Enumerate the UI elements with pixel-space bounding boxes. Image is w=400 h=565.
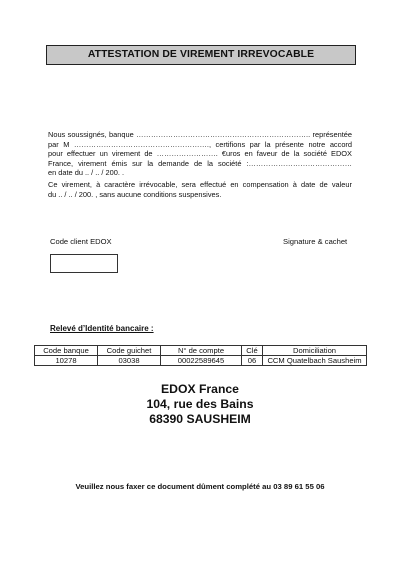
rib-header-domiciliation: Domiciliation — [263, 346, 367, 356]
paragraph-line: Ce virement, à caractère irrévocable, sera effectué en compensation à date de valeur — [48, 180, 352, 189]
rib-domiciliation: CCM Quatelbach Sausheim — [263, 356, 367, 366]
client-code-label: Code client EDOX — [50, 237, 112, 246]
irrevocable-paragraph — [48, 180, 352, 199]
paragraph-line: par M ………………………………………………., certifions par la présente notre accord — [48, 139, 352, 149]
rib-header-code-banque: Code banque — [35, 346, 98, 356]
rib-header-cle: Clé — [242, 346, 263, 356]
rib-code-banque: 10278 — [35, 356, 98, 366]
rib-header-row — [35, 346, 367, 356]
document-title: ATTESTATION DE VIREMENT IRREVOCABLE — [46, 45, 356, 65]
certification-paragraph — [48, 130, 352, 178]
paragraph-line: en date du .. / .. / 200. . — [48, 168, 125, 178]
rib-header-code-guichet: Code guichet — [98, 346, 161, 356]
company-street: 104, rue des Bains — [146, 397, 254, 411]
rib-cle: 06 — [242, 356, 263, 366]
signature-label: Signature & cachet — [283, 237, 348, 246]
rib-code-guichet: 03038 — [98, 356, 161, 366]
rib-header-numero-compte: N° de compte — [161, 346, 242, 356]
rib-table — [34, 345, 367, 366]
rib-numero-compte: 00022589645 — [161, 356, 242, 366]
rib-value-row — [35, 356, 367, 366]
client-code-box[interactable] — [50, 254, 118, 273]
paragraph-line: France, virement émis sur la demande de la société :…………………………………… — [48, 158, 352, 168]
company-city: 68390 SAUSHEIM — [149, 412, 251, 426]
rib-heading: Relevé d’Identité bancaire : — [50, 324, 154, 333]
fax-instruction: Veuillez nous faxer ce document dûment complété au 03 89 61 55 06 — [75, 482, 325, 491]
paragraph-line: du .. / .. / 200. , sans aucune conditions suspensives. — [48, 189, 222, 199]
paragraph-line: pour effectuer un virement de ……………………. €uros en faveur de la société EDOX — [48, 149, 352, 159]
paragraph-line: Nous soussignés, banque …………………………………………………………….. représentée — [48, 130, 352, 139]
company-name: EDOX France — [161, 382, 239, 396]
